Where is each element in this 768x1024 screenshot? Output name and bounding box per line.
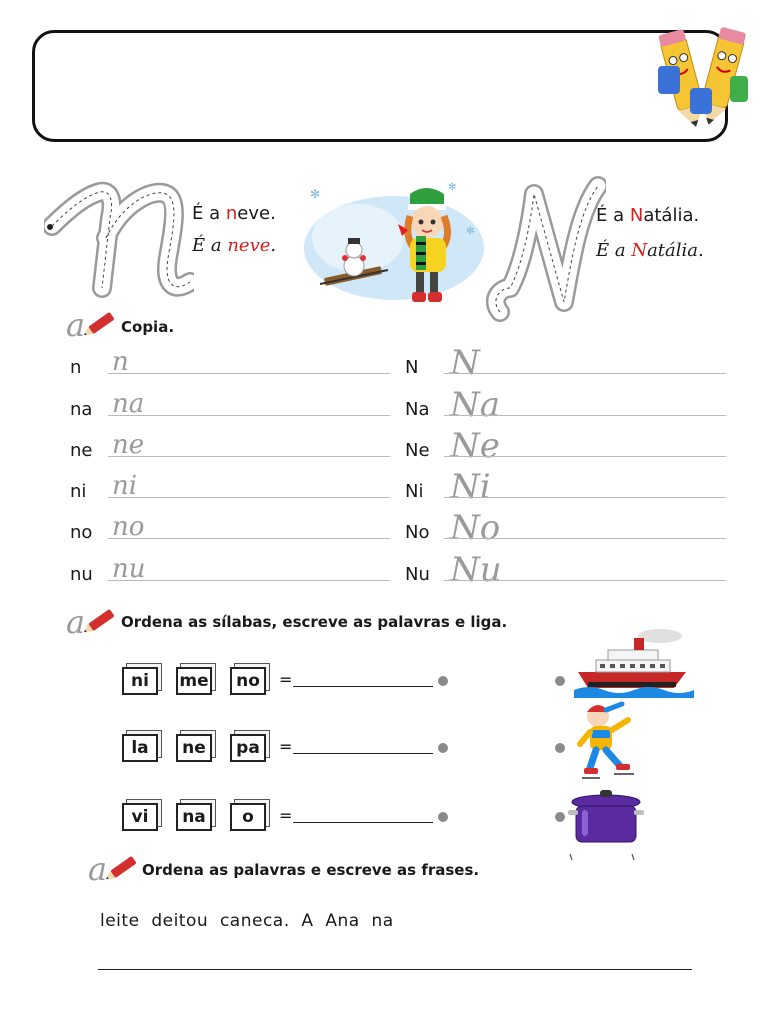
svg-text:✻: ✻ xyxy=(448,182,457,193)
copy-line-lower[interactable] xyxy=(108,497,390,498)
equals-sign: = xyxy=(279,670,293,689)
syllable-card: no xyxy=(230,667,266,695)
name-box xyxy=(32,30,728,142)
copy-label-lower: ni xyxy=(70,481,87,502)
sentence-instruction: Ordena as palavras e escreve as frases. xyxy=(142,861,480,879)
copy-label-lower: nu xyxy=(70,564,93,585)
copy-line-lower[interactable] xyxy=(108,373,390,374)
copy-line-upper[interactable] xyxy=(444,580,726,581)
ship-icon xyxy=(574,628,694,698)
syllable-card: ne xyxy=(176,734,212,762)
scrambled-words: leite deitou caneca. A Ana na xyxy=(100,911,394,931)
skater-icon xyxy=(576,700,640,782)
copy-model-lower: nu xyxy=(112,554,146,584)
copy-label-lower: no xyxy=(70,522,93,543)
syllable-card: la xyxy=(122,734,158,762)
upper-sentence-cursive: É a Natália. xyxy=(596,240,704,261)
equals-sign: = xyxy=(279,737,293,756)
copy-label-upper: Ni xyxy=(405,481,424,502)
pencil-mascots-icon xyxy=(650,18,750,138)
lower-sentence-cursive: É a neve. xyxy=(192,235,277,256)
right-match-dot[interactable] xyxy=(555,812,565,822)
pencil-a-icon xyxy=(66,306,118,342)
right-match-dot[interactable] xyxy=(555,676,565,686)
copy-line-upper[interactable] xyxy=(444,538,726,539)
copy-model-upper: No xyxy=(450,508,501,548)
copy-model-upper: Ne xyxy=(450,426,500,466)
syllable-card: me xyxy=(176,667,212,695)
left-match-dot[interactable] xyxy=(438,743,448,753)
copy-label-upper: Ne xyxy=(405,440,430,461)
copy-label-lower: na xyxy=(70,399,93,420)
lower-sentence-print: É a neve. xyxy=(192,203,276,224)
copy-line-lower[interactable] xyxy=(108,415,390,416)
copy-line-upper[interactable] xyxy=(444,497,726,498)
copy-line-upper[interactable] xyxy=(444,415,726,416)
copy-label-lower: ne xyxy=(70,440,93,461)
copy-line-lower[interactable] xyxy=(108,456,390,457)
copy-line-upper[interactable] xyxy=(444,373,726,374)
svg-text:✻: ✻ xyxy=(310,187,321,201)
equals-sign: = xyxy=(279,806,293,825)
copy-model-upper: Ni xyxy=(450,467,491,507)
pencil-a-icon xyxy=(66,603,118,639)
svg-text:a: a xyxy=(66,306,86,342)
syllable-card: pa xyxy=(230,734,266,762)
syllable-card: ni xyxy=(122,667,158,695)
copy-model-lower: n xyxy=(112,347,129,377)
pencil-a-icon xyxy=(88,850,140,886)
copy-model-lower: no xyxy=(112,512,145,542)
svg-text:a: a xyxy=(88,850,108,886)
copy-label-lower: n xyxy=(70,357,82,378)
copy-model-upper: Nu xyxy=(450,550,502,590)
svg-text:✻: ✻ xyxy=(466,226,475,237)
word-answer-line[interactable] xyxy=(293,753,433,754)
copy-model-upper: Na xyxy=(450,385,501,425)
word-answer-line[interactable] xyxy=(293,822,433,823)
syllable-instruction: Ordena as sílabas, escreve as palavras e liga. xyxy=(121,613,508,631)
right-match-dot[interactable] xyxy=(555,743,565,753)
copy-model-upper: N xyxy=(450,343,480,383)
upper-sentence-print: É a Natália. xyxy=(596,205,700,226)
copy-label-upper: N xyxy=(405,357,419,378)
copy-model-lower: ni xyxy=(112,471,138,501)
copy-instruction: Copia. xyxy=(121,318,175,336)
copy-label-upper: Nu xyxy=(405,564,430,585)
letter-N-tracing-icon xyxy=(486,176,606,326)
sentence-answer-line[interactable] xyxy=(98,969,692,970)
copy-model-lower: na xyxy=(112,389,145,419)
word-answer-line[interactable] xyxy=(293,686,433,687)
copy-label-upper: Na xyxy=(405,399,430,420)
copy-line-upper[interactable] xyxy=(444,456,726,457)
left-match-dot[interactable] xyxy=(438,676,448,686)
syllable-card: vi xyxy=(122,803,158,831)
copy-line-lower[interactable] xyxy=(108,580,390,581)
copy-model-lower: ne xyxy=(112,430,145,460)
svg-text:a: a xyxy=(66,603,86,639)
copy-label-upper: No xyxy=(405,522,430,543)
pot-icon xyxy=(566,784,646,864)
letter-n-tracing-icon xyxy=(44,178,194,303)
left-match-dot[interactable] xyxy=(438,812,448,822)
syllable-card: na xyxy=(176,803,212,831)
snow-girl-illustration-icon xyxy=(298,176,484,316)
copy-line-lower[interactable] xyxy=(108,538,390,539)
syllable-card: o xyxy=(230,803,266,831)
